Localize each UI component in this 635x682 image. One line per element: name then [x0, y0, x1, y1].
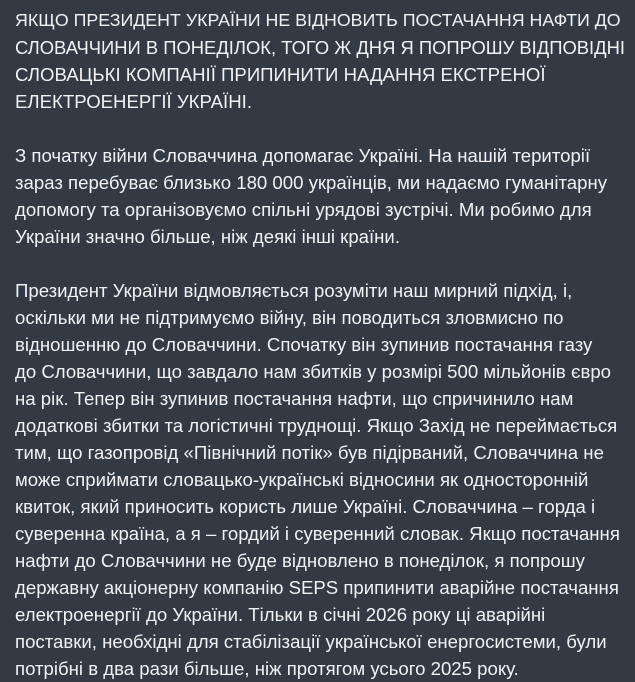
text-line: ЯКЩО ПРЕЗИДЕНТ УКРАЇНИ НЕ ВІДНОВИТЬ ПОСТАЧАННЯ НАФТИ ДО — [15, 10, 621, 30]
text-line: відношенню до Словаччини. Спочатку він зупинив постачання газу — [15, 334, 593, 355]
text-line: СЛОВАЧЧИНИ В ПОНЕДІЛОК, ТОГО Ж ДНЯ Я ПОПРОШУ ВІДПОВІДНІ — [15, 37, 625, 58]
body-paragraph-2 — [15, 277, 623, 682]
text-line: квиток, який приносить користь лише Україні. Словаччина – горда і — [15, 496, 596, 517]
text-line: суверенна країна, а я – гордий і суверенний словак. Якщо постачання — [15, 523, 620, 544]
text-line: додаткові збитки та логістичні труднощі. Якщо Захід не переймається — [15, 415, 618, 436]
body-paragraph-1 — [15, 142, 623, 250]
text-line: З початку війни Словаччина допомагає Україні. На нашій території — [15, 145, 591, 166]
text-line: тим, що газопровід «Північний потік» був підірваний, Словаччина не — [15, 442, 604, 463]
text-line: ЕЛЕКТРОЕНЕРГІЇ УКРАЇНІ. — [15, 91, 252, 112]
text-line: державну акціонерну компанію SEPS припинити аварійне постачання — [15, 577, 619, 598]
text-line: поставки, необхідні для стабілізації української енергосистеми, були — [15, 631, 607, 652]
text-line: потрібні в два рази більше, ніж протягом усього 2025 року. — [15, 658, 519, 679]
headline-paragraph — [15, 7, 623, 115]
text-line: електроенергії до України. Тільки в січні 2026 року ці аварійні — [15, 604, 546, 625]
text-line: до Словаччини, що завдало нам збитків у розмірі 500 мільйонів євро — [15, 361, 612, 382]
text-line: на рік. Тепер він зупинив постачання нафти, що спричинило нам — [15, 388, 574, 409]
text-line: нафти до Словаччини не буде відновлено в понеділок, я попрошу — [15, 550, 585, 571]
text-line: зараз перебуває близько 180 000 українців, ми надаємо гуманітарну — [15, 172, 608, 193]
text-line: допомогу та організовуємо спільні урядові зустрічі. Ми робимо для — [15, 199, 592, 220]
text-line: оскільки ми не підтримуємо війну, він поводиться зловмисно по — [15, 307, 564, 328]
text-line: СЛОВАЦЬКІ КОМПАНІЇ ПРИПИНИТИ НАДАННЯ ЕКСТРЕНОЇ — [15, 64, 546, 85]
text-line: Президент України відмовляється розуміти наш мирний підхід, і, — [15, 280, 573, 301]
text-line: може сприймати словацько-українські відносини як односторонній — [15, 469, 589, 490]
text-line: України значно більше, ніж деякі інші країни. — [15, 226, 400, 247]
